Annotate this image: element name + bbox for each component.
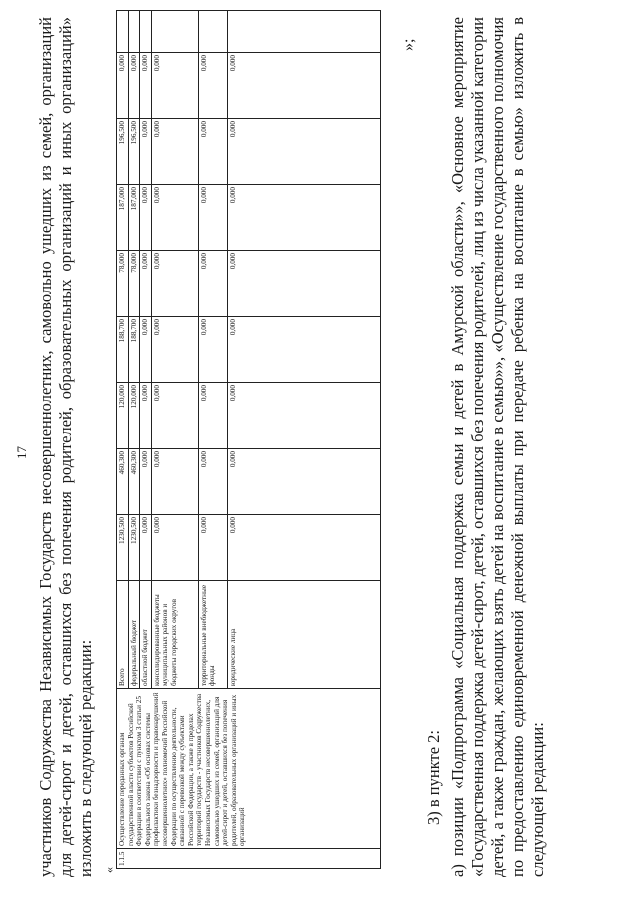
value-cell: 0,000: [227, 449, 380, 515]
row-number-cell: 1.1.5: [117, 849, 381, 869]
value-cell: 187,000: [128, 185, 140, 251]
value-cell: 0,000: [227, 251, 380, 317]
source-cell: областной бюджет: [140, 581, 152, 689]
value-cell: 0,000: [227, 515, 380, 581]
value-cell: 0,000: [198, 383, 227, 449]
source-cell: федеральный бюджет: [128, 581, 140, 689]
value-cell: 460,300: [117, 449, 129, 515]
value-cell: 0,000: [151, 515, 198, 581]
intro-paragraph: участников Содружества Независимых Государств несовершеннолетних, самовольно ушедших из семей, организаций для детей-сирот и детей, оставшихся без попечения родителей, образовательных организаций и иных организаций» изложить в следующей редакции:: [36, 17, 95, 877]
bottom-paragraph: а) позиции «Подпрограмма «Социальная поддержка семьи и детей в Амурской области»», «Основное мероприятие «Государственная поддержка детей-сирот, детей, оставшихся без попечения родителей, лиц из числа указанной категории детей, а также граждан, желающих взять детей на воспитание в семью»», «Осуществление государственного полномочия по предоставлению единовременной денежной выплаты при передаче ребенка на воспитание в семью» изложить в следующей редакции:: [448, 17, 547, 877]
budget-table-wrapper: [116, 11, 381, 869]
empty-cell: [198, 11, 227, 53]
value-cell: 0,000: [151, 449, 198, 515]
empty-cell: [117, 11, 129, 53]
value-cell: 0,000: [151, 53, 198, 119]
value-cell: 0,000: [140, 185, 152, 251]
value-cell: 0,000: [140, 383, 152, 449]
value-cell: 0,000: [198, 317, 227, 383]
closing-quote: »;: [400, 38, 417, 51]
value-cell: 187,000: [117, 185, 129, 251]
value-cell: 0,000: [151, 185, 198, 251]
value-cell: 78,000: [117, 251, 129, 317]
value-cell: 1230,500: [117, 515, 129, 581]
page-number: 17: [14, 446, 29, 459]
value-cell: 0,000: [140, 53, 152, 119]
value-cell: 0,000: [198, 251, 227, 317]
value-cell: 0,000: [198, 449, 227, 515]
value-cell: 120,000: [117, 383, 129, 449]
opening-quote: «: [102, 867, 116, 873]
value-cell: 0,000: [227, 119, 380, 185]
value-cell: 0,000: [151, 251, 198, 317]
value-cell: 0,000: [151, 317, 198, 383]
item-heading: 3) в пункте 2:: [424, 730, 443, 825]
value-cell: 0,000: [140, 449, 152, 515]
value-cell: 0,000: [227, 383, 380, 449]
value-cell: 0,000: [227, 53, 380, 119]
value-cell: 0,000: [227, 317, 380, 383]
value-cell: 196,500: [117, 119, 129, 185]
value-cell: 0,000: [198, 53, 227, 119]
value-cell: 0,000: [128, 53, 140, 119]
source-cell: юридические лица: [227, 581, 380, 689]
value-cell: 120,000: [128, 383, 140, 449]
value-cell: 0,000: [198, 515, 227, 581]
value-cell: 0,000: [140, 317, 152, 383]
value-cell: 0,000: [151, 119, 198, 185]
value-cell: 0,000: [198, 185, 227, 251]
empty-cell: [227, 11, 380, 53]
empty-cell: [128, 11, 140, 53]
measure-name-cell: Осуществление переданных органам государственной власти субъектов Российской Федерации в соответствии с пунктом 3 статьи 25 Федерального закона «Об основах системы профилактики безнадзорности и правонарушений несовершеннолетних» полномочий Российской Федерации по осуществлению деятельности, связанной с перевозкой между субъектами Российской Федерации, а также в пределах территорий государств - участников Содружества Независимых Государств несовершеннолетних, самовольно ушедших из семей, организаций для детей-сирот и детей, оставшихся без попечения родителей, образовательных организаций и иных организаций: [117, 689, 381, 849]
value-cell: 0,000: [227, 185, 380, 251]
value-cell: 0,000: [140, 251, 152, 317]
value-cell: 196,500: [128, 119, 140, 185]
value-cell: 78,000: [128, 251, 140, 317]
empty-cell: [140, 11, 152, 53]
value-cell: 460,300: [128, 449, 140, 515]
source-cell: территориальные внебюджетные фонды: [198, 581, 227, 689]
value-cell: 0,000: [117, 53, 129, 119]
value-cell: 0,000: [198, 119, 227, 185]
source-cell: консолидированные бюджеты муниципальных районов и бюджеты городских округов: [151, 581, 198, 689]
table-row: [117, 11, 129, 869]
budget-table: [116, 10, 381, 869]
value-cell: 188,700: [128, 317, 140, 383]
value-cell: 1230,500: [128, 515, 140, 581]
value-cell: 188,700: [117, 317, 129, 383]
value-cell: 0,000: [140, 119, 152, 185]
empty-cell: [151, 11, 198, 53]
value-cell: 0,000: [140, 515, 152, 581]
value-cell: 0,000: [151, 383, 198, 449]
source-cell: Всего: [117, 581, 129, 689]
